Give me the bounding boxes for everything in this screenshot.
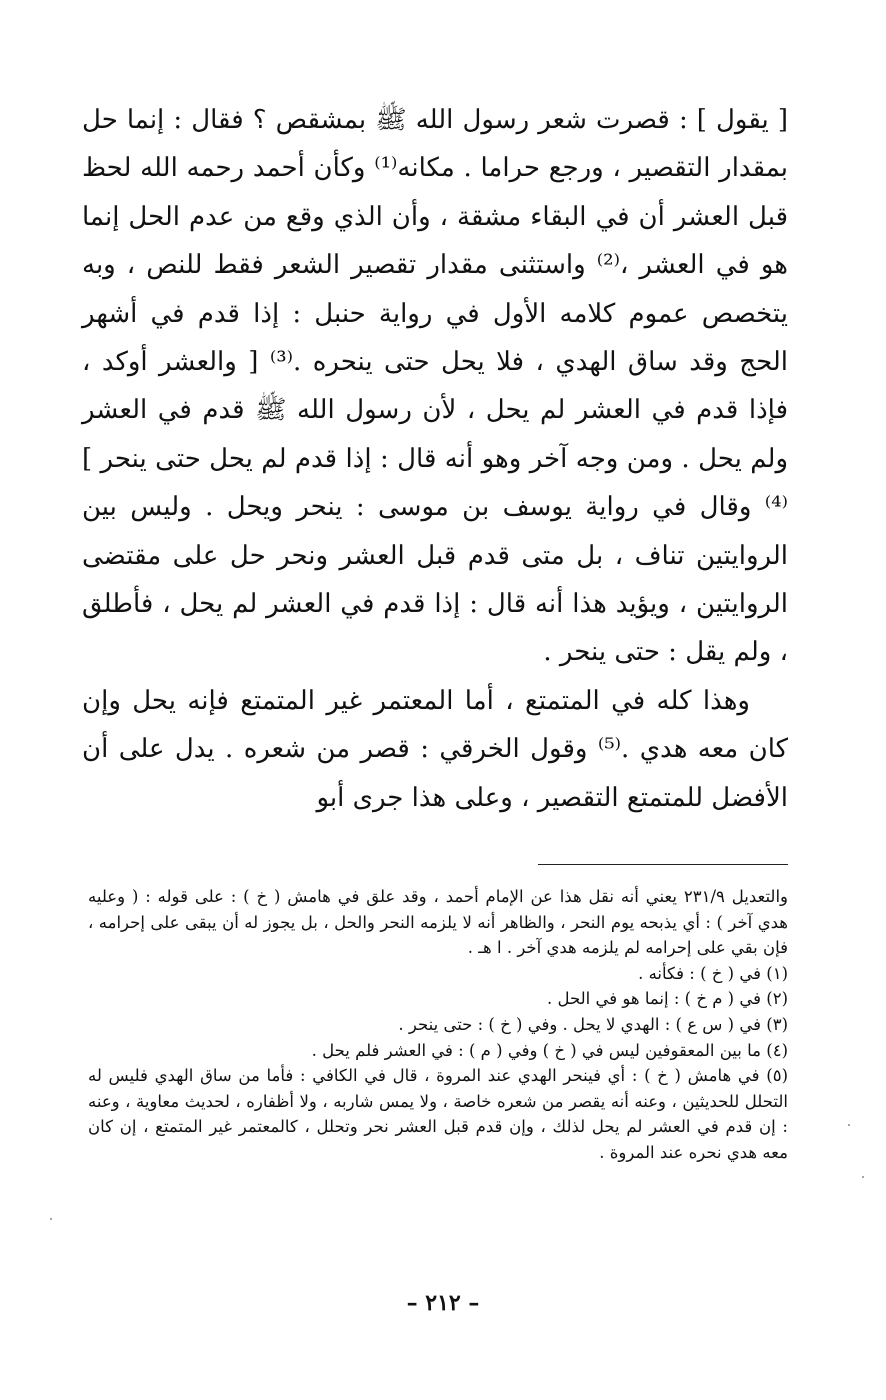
page-number: – ٢١٢ – bbox=[406, 1290, 480, 1316]
footnote-1: (١) في ( خ ) : فكأنه . bbox=[638, 963, 788, 983]
scan-speck bbox=[848, 1124, 850, 1126]
footnote-2: (٢) في ( م خ ) : إنما هو في الحل . bbox=[547, 989, 788, 1009]
footnote-4: (٤) ما بين المعقوفين ليس في ( خ ) وفي ( م ) : في العشر فلم يحل . bbox=[311, 1040, 788, 1060]
footnote-3: (٣) في ( س ع ) : الهدي لا يحل . وفي ( خ ) : حتى ينحر . bbox=[398, 1014, 788, 1034]
main-body-text bbox=[82, 96, 788, 822]
scan-speck bbox=[862, 1176, 864, 1178]
footnotes-section bbox=[88, 884, 788, 1166]
footnote-divider bbox=[538, 864, 788, 865]
footnote-5: (٥) في هامش ( خ ) : أي فينحر الهدي عند المروة ، قال في الكافي : فأما من ساق الهدي فليس له التحلل للحديثين ، وعنه أنه يقصر من شعره خاصة ، ولا يمس شاربه ، ولا أظفاره ، لحديث معاوية ، وعنه : إن قدم في العشر لم يحل لذلك ، وإن قدم قبل العشر نحر وتحلل ، كالمعتمر غير المتمتع ، إن كان معه هدي نحره عند المروة . bbox=[88, 1066, 788, 1162]
body-paragraph-2: وهذا كله في المتمتع ، أما المعتمر غير المتمتع فإنه يحل وإن كان معه هدي .⁽⁵⁾ وقول الخرقي : قصر من شعره . يدل على أن الأفضل للمتمتع التقصير ، وعلى هذا جرى أبو bbox=[82, 685, 788, 813]
body-paragraph-1: [ يقول ] : قصرت شعر رسول الله ﷺ بمشقص ؟ فقال : إنما حل بمقدار التقصير ، ورجع حراما . مكانه⁽¹⁾ وكأن أحمد رحمه الله لحظ قبل العشر أن في البقاء مشقة ، وأن الذي وقع من عدم الحل إنما هو في العشر ،⁽²⁾ واستثنى مقدار تقصير الشعر فقط للنص ، وبه يتخصص عموم كلامه الأول في رواية حنبل : إذا قدم في أشهر الحج وقد ساق الهدي ، فلا يحل حتى ينحره .⁽³⁾ [ والعشر أوكد ، فإذا قدم في العشر لم يحل ، لأن رسول الله ﷺ قدم في العشر ولم يحل . ومن وجه آخر وهو أنه قال : إذا قدم لم يحل حتى ينحر ]⁽⁴⁾ وقال في رواية يوسف بن موسى : ينحر ويحل . وليس بين الروايتين تناف ، بل متى قدم قبل العشر ونحر حل على مقتضى الروايتين ، ويؤيد هذا أنه قال : إذا قدم في العشر لم يحل ، فأطلق ، ولم يقل : حتى ينحر . bbox=[82, 105, 788, 668]
scan-speck bbox=[50, 1218, 52, 1220]
footnote-continuation: والتعديل ٢٣١/٩ يعني أنه نقل هذا عن الإمام أحمد ، وقد علق في هامش ( خ ) : على قوله : ( وعليه هدي آخر ) : أي يذبحه يوم النحر ، والظاهر أنه لا يلزمه النحر والحل ، بل يجوز له أن يبقى على إحرامه ، فإن بقي على إحرامه لم يلزمه هدي آخر . ا هـ . bbox=[88, 887, 789, 958]
